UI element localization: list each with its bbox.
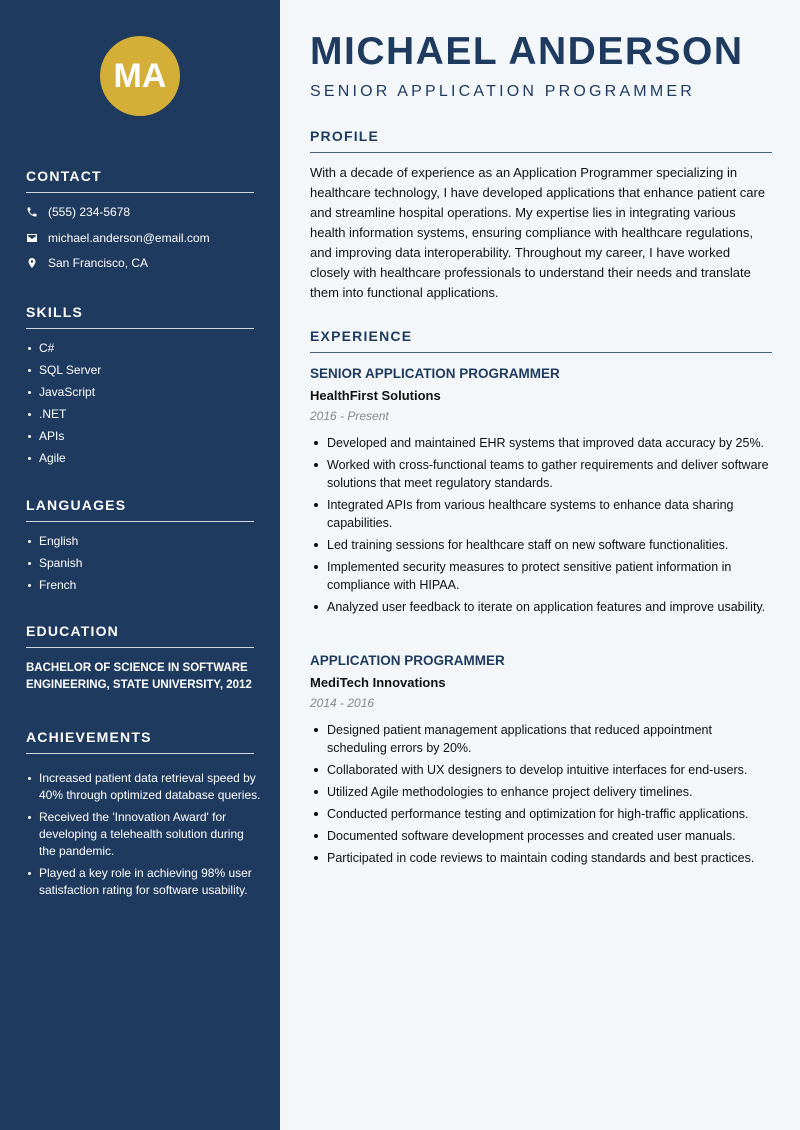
- candidate-title: SENIOR APPLICATION PROGRAMMER: [310, 83, 695, 100]
- job-bullet: Led training sessions for healthcare staff on new software functionalities.: [310, 536, 772, 554]
- skill-item: C#: [26, 341, 254, 363]
- language-item: English: [26, 534, 254, 556]
- achievement-item: Played a key role in achieving 98% user satisfaction rating for software usability.: [26, 865, 262, 899]
- skill-item: JavaScript: [26, 385, 254, 407]
- job-company: HealthFirst Solutions: [310, 388, 441, 403]
- email-text: michael.anderson@email.com: [48, 231, 210, 245]
- phone-text: (555) 234-5678: [48, 205, 131, 219]
- avatar: MA: [100, 36, 180, 116]
- skills-list: [26, 341, 254, 473]
- contact-heading: CONTACT: [26, 168, 254, 193]
- contact-location: [26, 256, 148, 270]
- experience-heading: EXPERIENCE: [310, 328, 772, 353]
- skill-item: APIs: [26, 429, 254, 451]
- skill-item: .NET: [26, 407, 254, 429]
- job-dates: 2016 - Present: [310, 409, 389, 423]
- education-heading: EDUCATION: [26, 623, 254, 648]
- phone-icon: [26, 206, 38, 218]
- job-bullet: Utilized Agile methodologies to enhance project delivery timelines.: [310, 783, 772, 801]
- language-item: Spanish: [26, 556, 254, 578]
- job-bullet: Analyzed user feedback to iterate on application features and improve usability.: [310, 598, 772, 616]
- education-text: BACHELOR OF SCIENCE IN SOFTWARE ENGINEERING, STATE UNIVERSITY, 2012: [26, 662, 252, 691]
- job-bullet: Worked with cross-functional teams to gather requirements and deliver software solutions that meet regulatory standards.: [310, 456, 772, 492]
- job-bullet: Designed patient management applications that reduced appointment scheduling errors by 20%.: [310, 721, 772, 757]
- job-title: APPLICATION PROGRAMMER: [310, 653, 505, 668]
- skill-item: Agile: [26, 451, 254, 473]
- languages-heading: LANGUAGES: [26, 497, 254, 522]
- languages-list: [26, 534, 254, 600]
- achievements-list: [26, 770, 262, 904]
- job-bullets: [310, 721, 772, 867]
- job-bullets: [310, 434, 772, 616]
- job-bullet: Conducted performance testing and optimization for high-traffic applications.: [310, 805, 772, 823]
- job-bullet: Documented software development processes and created user manuals.: [310, 827, 772, 845]
- job-entry: [310, 653, 772, 871]
- job-title: SENIOR APPLICATION PROGRAMMER: [310, 366, 560, 381]
- location-pin-icon: [26, 257, 38, 269]
- job-dates: 2014 - 2016: [310, 696, 375, 710]
- skills-heading: SKILLS: [26, 304, 254, 329]
- achievement-item: Received the 'Innovation Award' for developing a telehealth solution during the pandemic.: [26, 809, 262, 860]
- profile-text: With a decade of experience as an Application Programmer specializing in healthcare technology, I have developed applications that enhance patient care and streamline hospital operations. My expertise lies in integrating various health information systems, ensuring compliance with healthcare regulations, and improving data interoperability. Throughout my career, I have worked closely with healthcare professionals to understand their needs and translate them into functional applications.: [310, 165, 766, 300]
- location-text: San Francisco, CA: [48, 256, 149, 270]
- job-bullet: Developed and maintained EHR systems that improved data accuracy by 25%.: [310, 434, 772, 452]
- contact-phone: [26, 205, 130, 219]
- language-item: French: [26, 578, 254, 600]
- achievements-heading: ACHIEVEMENTS: [26, 729, 254, 754]
- skill-item: SQL Server: [26, 363, 254, 385]
- email-icon: [26, 232, 38, 244]
- contact-email: [26, 231, 210, 245]
- achievement-item: Increased patient data retrieval speed by 40% through optimized database queries.: [26, 770, 262, 804]
- job-bullet: Participated in code reviews to maintain coding standards and best practices.: [310, 849, 772, 867]
- job-bullet: Collaborated with UX designers to develop intuitive interfaces for end-users.: [310, 761, 772, 779]
- sidebar: [0, 0, 280, 1130]
- job-bullet: Integrated APIs from various healthcare systems to enhance data sharing capabilities.: [310, 496, 772, 532]
- job-entry: [310, 366, 772, 620]
- job-company: MediTech Innovations: [310, 675, 446, 690]
- job-bullet: Implemented security measures to protect sensitive patient information in compliance with HIPAA.: [310, 558, 772, 594]
- candidate-name: MICHAEL ANDERSON: [310, 30, 744, 73]
- profile-heading: PROFILE: [310, 128, 772, 153]
